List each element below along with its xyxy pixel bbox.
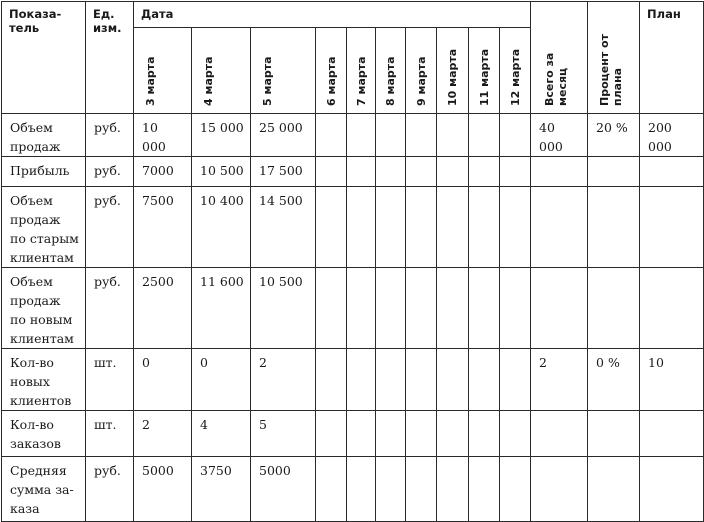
row-unit: руб. [86, 187, 134, 268]
percent-cell [588, 268, 640, 349]
day-cell: 10 500 [192, 157, 251, 187]
day-cell: 5 [251, 411, 316, 457]
day-cell [437, 457, 469, 522]
total-cell [531, 268, 588, 349]
header-date-5: 5 марта [251, 28, 316, 114]
percent-cell: 20 % [588, 114, 640, 157]
percent-cell [588, 157, 640, 187]
day-cell [500, 457, 531, 522]
day-cell: 11 600 [192, 268, 251, 349]
plan-cell: 10 [640, 349, 704, 411]
day-cell [469, 411, 500, 457]
day-cell: 2 [134, 411, 192, 457]
day-cell: 7000 [134, 157, 192, 187]
day-cell [500, 114, 531, 157]
percent-cell [588, 457, 640, 522]
row-label: Объем продаж по старым клиентам [2, 187, 86, 268]
header-date-6: 6 марта [316, 28, 347, 114]
day-cell [469, 457, 500, 522]
plan-cell [640, 187, 704, 268]
day-cell [437, 187, 469, 268]
row-unit: руб. [86, 268, 134, 349]
percent-cell [588, 187, 640, 268]
header-date: Дата [134, 2, 531, 28]
day-cell [316, 187, 347, 268]
day-cell [500, 268, 531, 349]
header-plan: План [640, 2, 704, 114]
day-cell: 2 [251, 349, 316, 411]
day-cell [347, 411, 376, 457]
table-row [2, 411, 704, 457]
day-cell [469, 268, 500, 349]
day-cell [376, 411, 406, 457]
row-label: Средняя сумма за-каза [2, 457, 86, 522]
day-cell [316, 114, 347, 157]
day-cell [500, 349, 531, 411]
day-cell [469, 187, 500, 268]
day-cell: 5000 [134, 457, 192, 522]
day-cell [437, 349, 469, 411]
header-date-7: 7 марта [347, 28, 376, 114]
day-cell [500, 411, 531, 457]
percent-cell: 0 % [588, 349, 640, 411]
day-cell [316, 457, 347, 522]
day-cell [500, 157, 531, 187]
day-cell [406, 457, 437, 522]
row-unit: руб. [86, 457, 134, 522]
row-label: Объем продаж по новым клиентам [2, 268, 86, 349]
header-date-4: 4 марта [192, 28, 251, 114]
header-percent: Процент от плана [588, 2, 640, 114]
day-cell: 10 500 [251, 268, 316, 349]
day-cell [406, 349, 437, 411]
total-cell [531, 411, 588, 457]
plan-cell [640, 457, 704, 522]
day-cell [376, 457, 406, 522]
table-row [2, 268, 704, 349]
header-date-8: 8 марта [376, 28, 406, 114]
total-cell: 2 [531, 349, 588, 411]
day-cell [376, 114, 406, 157]
header-date-11: 11 марта [469, 28, 500, 114]
row-label: Объем продаж [2, 114, 86, 157]
percent-cell [588, 411, 640, 457]
header-unit: Ед. изм. [86, 2, 134, 114]
day-cell: 0 [192, 349, 251, 411]
day-cell: 25 000 [251, 114, 316, 157]
table-row [2, 114, 704, 157]
day-cell: 7500 [134, 187, 192, 268]
row-unit: шт. [86, 349, 134, 411]
day-cell [437, 268, 469, 349]
header-date-9: 9 марта [406, 28, 437, 114]
day-cell: 17 500 [251, 157, 316, 187]
day-cell [376, 349, 406, 411]
total-cell [531, 457, 588, 522]
table-row [2, 349, 704, 411]
plan-cell [640, 157, 704, 187]
day-cell: 3750 [192, 457, 251, 522]
row-label: Кол-во новых клиентов [2, 349, 86, 411]
day-cell [469, 349, 500, 411]
day-cell: 10 400 [192, 187, 251, 268]
day-cell [316, 157, 347, 187]
day-cell [347, 114, 376, 157]
plan-cell [640, 268, 704, 349]
header-row-top [2, 2, 704, 28]
day-cell: 5000 [251, 457, 316, 522]
row-label: Прибыль [2, 157, 86, 187]
sales-report-table [1, 1, 704, 522]
plan-cell: 200 000 [640, 114, 704, 157]
day-cell [376, 157, 406, 187]
day-cell [347, 268, 376, 349]
header-date-3: 3 марта [134, 28, 192, 114]
header-indicator: Показа-тель [2, 2, 86, 114]
day-cell: 10 000 [134, 114, 192, 157]
day-cell [437, 411, 469, 457]
day-cell: 4 [192, 411, 251, 457]
day-cell [406, 157, 437, 187]
day-cell [316, 411, 347, 457]
day-cell [437, 114, 469, 157]
table-row [2, 187, 704, 268]
day-cell [500, 187, 531, 268]
table-row [2, 157, 704, 187]
total-cell [531, 187, 588, 268]
total-cell: 40 000 [531, 114, 588, 157]
header-total: Всего за месяц [531, 2, 588, 114]
day-cell [347, 157, 376, 187]
header-date-12: 12 марта [500, 28, 531, 114]
day-cell [376, 187, 406, 268]
row-unit: руб. [86, 157, 134, 187]
day-cell: 0 [134, 349, 192, 411]
day-cell [347, 457, 376, 522]
day-cell [406, 114, 437, 157]
day-cell [469, 157, 500, 187]
row-unit: шт. [86, 411, 134, 457]
day-cell [437, 157, 469, 187]
day-cell [406, 268, 437, 349]
day-cell: 14 500 [251, 187, 316, 268]
plan-cell [640, 411, 704, 457]
row-label: Кол-во заказов [2, 411, 86, 457]
day-cell [469, 114, 500, 157]
total-cell [531, 157, 588, 187]
header-date-10: 10 марта [437, 28, 469, 114]
table-row [2, 457, 704, 522]
day-cell [406, 187, 437, 268]
day-cell [347, 349, 376, 411]
day-cell [406, 411, 437, 457]
table-body [2, 114, 704, 522]
day-cell: 15 000 [192, 114, 251, 157]
day-cell: 2500 [134, 268, 192, 349]
day-cell [316, 268, 347, 349]
day-cell [376, 268, 406, 349]
row-unit: руб. [86, 114, 134, 157]
day-cell [347, 187, 376, 268]
day-cell [316, 349, 347, 411]
